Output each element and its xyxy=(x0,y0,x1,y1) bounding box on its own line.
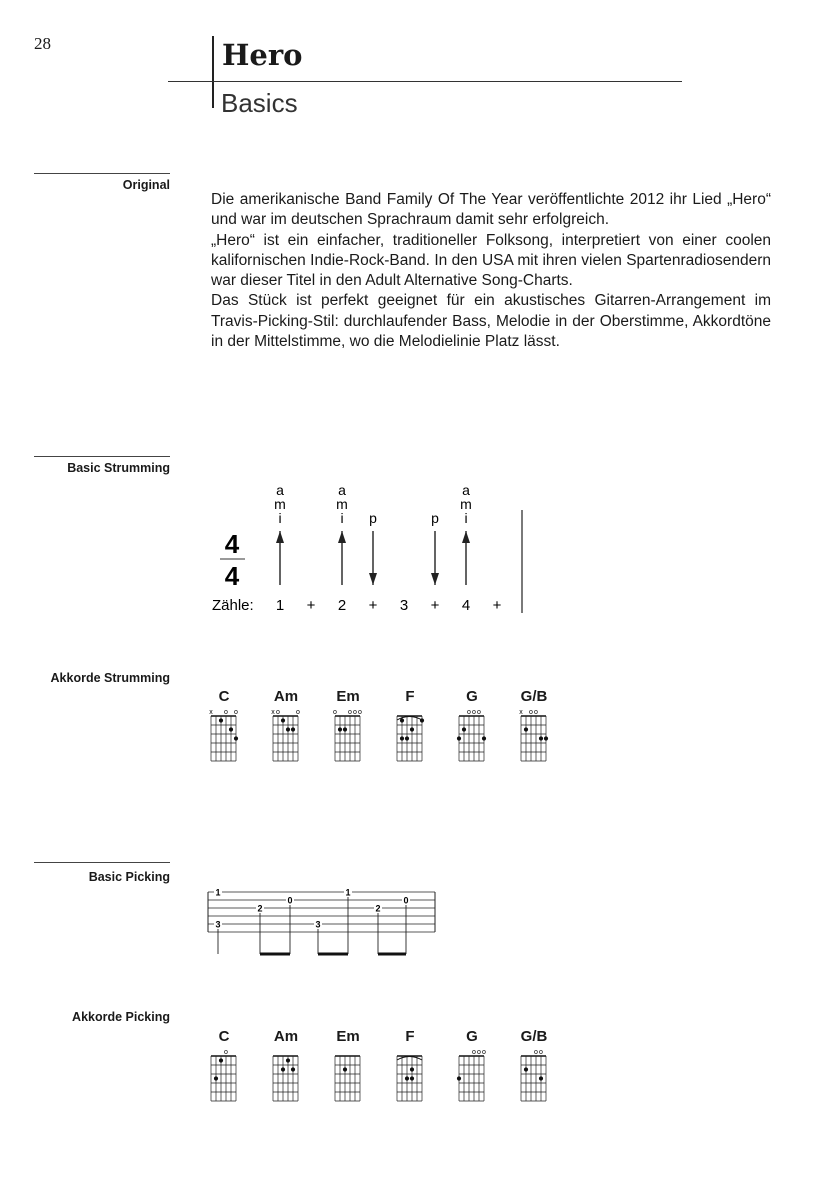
chord-name: Am xyxy=(273,1028,299,1045)
finger-dot xyxy=(281,1067,285,1071)
tab-fret-number: 1 xyxy=(345,887,351,898)
open-string-marker: o xyxy=(348,709,352,716)
chord-grid xyxy=(518,1046,554,1104)
title-vertical-rule xyxy=(212,36,214,108)
chord-name: G xyxy=(466,1028,478,1045)
tab-fret-number: 2 xyxy=(375,903,381,914)
finger-label: p xyxy=(431,510,439,526)
title-horizontal-rule xyxy=(168,81,682,82)
tab-fret-number: 2 xyxy=(257,903,263,914)
chord-diagram xyxy=(456,688,496,764)
count-mark: 3 xyxy=(399,597,409,614)
section-rule-picking xyxy=(34,862,170,863)
finger-dot xyxy=(539,1076,543,1080)
finger-dot xyxy=(400,718,404,722)
count-mark: 2 xyxy=(337,597,347,614)
chord-grid xyxy=(456,1046,492,1104)
open-string-marker: o xyxy=(534,1049,538,1056)
count-mark: 1 xyxy=(275,597,285,614)
open-string-marker: o xyxy=(276,709,280,716)
chord-name: F xyxy=(405,688,415,705)
open-string-marker: o xyxy=(234,709,238,716)
arrow-head-down xyxy=(369,573,377,585)
arrow-head-down xyxy=(431,573,439,585)
chord-diagram xyxy=(332,1028,372,1104)
chord-diagram xyxy=(394,688,434,764)
count-label: Zähle: xyxy=(212,597,254,614)
arrow-head-up xyxy=(276,531,284,543)
chord-grid xyxy=(394,1046,430,1104)
finger-dot xyxy=(405,736,409,740)
strum-strokes xyxy=(274,482,472,585)
picking-tab xyxy=(200,884,445,964)
chord-grid xyxy=(332,1046,368,1104)
muted-string-marker: x xyxy=(271,709,275,716)
chord-diagram xyxy=(208,688,248,764)
intro-paragraph: „Hero“ ist ein einfacher, traditioneller Folksong, interpretiert von einer coolen kalifornischen Indie-Rock-Band. In den USA mit ihren vielen Spartenradiosendern war dieser Titel in den Adult Alternative Song-Charts. xyxy=(211,231,771,290)
count-mark: + xyxy=(492,597,502,614)
barre-arc xyxy=(397,1057,422,1061)
finger-dot xyxy=(214,1076,218,1080)
finger-dot xyxy=(291,1067,295,1071)
finger-dot xyxy=(539,736,543,740)
chord-diagram xyxy=(456,1028,496,1104)
finger-label: m xyxy=(274,496,286,512)
open-string-marker: o xyxy=(472,709,476,716)
tab-fret-number: 0 xyxy=(403,895,409,906)
chord-diagram xyxy=(518,1028,558,1104)
page-title: Hero xyxy=(222,38,303,72)
finger-label: i xyxy=(464,510,468,526)
time-signature-top: 4 xyxy=(224,529,240,559)
chord-diagram xyxy=(208,1028,248,1104)
chord-name: Em xyxy=(336,1028,360,1045)
chord-diagram xyxy=(518,688,558,764)
finger-dot xyxy=(405,1076,409,1080)
chord-name: G xyxy=(466,688,478,705)
finger-label: i xyxy=(278,510,282,526)
finger-label: m xyxy=(336,496,348,512)
finger-dot xyxy=(343,1067,347,1071)
page-subtitle: Basics xyxy=(221,88,298,118)
arrow-head-up xyxy=(462,531,470,543)
muted-string-marker: x xyxy=(519,709,523,716)
finger-dot xyxy=(524,727,528,731)
section-label-akkorde-picking: Akkorde Picking xyxy=(72,1010,170,1024)
strum-stroke-down xyxy=(431,510,439,585)
chord-name: Am xyxy=(273,688,299,705)
count-row xyxy=(276,597,502,614)
strumming-pattern xyxy=(200,475,540,625)
muted-string-marker: x xyxy=(209,709,213,716)
finger-dot xyxy=(400,736,404,740)
chord-diagram xyxy=(394,1028,434,1104)
finger-label: a xyxy=(462,482,470,498)
finger-dot xyxy=(420,718,424,722)
section-label-original: Original xyxy=(122,178,170,192)
strum-stroke-up xyxy=(274,482,286,585)
strum-stroke-up xyxy=(460,482,472,585)
open-string-marker: o xyxy=(467,709,471,716)
finger-label: i xyxy=(340,510,344,526)
chord-grid xyxy=(208,1046,244,1104)
chord-diagrams-picking xyxy=(200,1028,560,1108)
finger-dot xyxy=(286,1058,290,1062)
open-string-marker: o xyxy=(529,709,533,716)
open-string-marker: o xyxy=(472,1049,476,1056)
finger-label: a xyxy=(276,482,284,498)
chord-name: G/B xyxy=(520,688,548,705)
tab-fret-number: 0 xyxy=(287,895,293,906)
open-string-marker: o xyxy=(224,1049,228,1056)
finger-dot xyxy=(234,736,238,740)
finger-dot xyxy=(457,736,461,740)
finger-dot xyxy=(219,1058,223,1062)
open-string-marker: o xyxy=(333,709,337,716)
finger-dot xyxy=(410,1067,414,1071)
chord-diagram xyxy=(332,688,372,764)
open-string-marker: o xyxy=(477,709,481,716)
chord-diagram xyxy=(270,1028,310,1104)
finger-label: p xyxy=(369,510,377,526)
strum-stroke-up xyxy=(336,482,348,585)
open-string-marker: o xyxy=(477,1049,481,1056)
open-string-marker: o xyxy=(358,709,362,716)
finger-dot xyxy=(229,727,233,731)
finger-dot xyxy=(544,736,548,740)
intro-paragraph: Das Stück ist perfekt geeignet für ein akustisches Gitarren-Arrangement im Travis-Picking-Stil: durchlaufender Bass, Melodie in der Oberstimme, Akkordtöne in der Mittelstimme, wo die Melodielinie Platz lässt. xyxy=(211,292,771,351)
chord-name: F xyxy=(405,1028,415,1045)
finger-dot xyxy=(291,727,295,731)
chord-grid xyxy=(456,706,492,764)
finger-dot xyxy=(410,1076,414,1080)
finger-dot xyxy=(343,727,347,731)
open-string-marker: o xyxy=(296,709,300,716)
finger-dot xyxy=(462,727,466,731)
finger-dot xyxy=(219,718,223,722)
finger-label: a xyxy=(338,482,346,498)
page-number: 28 xyxy=(34,34,51,53)
chord-grid xyxy=(518,706,554,764)
chord-name: C xyxy=(218,1028,230,1045)
finger-dot xyxy=(281,718,285,722)
open-string-marker: o xyxy=(534,709,538,716)
section-label-basic-strumming: Basic Strumming xyxy=(67,461,170,475)
section-label-akkorde-strumming: Akkorde Strumming xyxy=(50,671,170,685)
strum-stroke-down xyxy=(369,510,377,585)
chord-grid xyxy=(394,706,430,764)
count-mark: + xyxy=(306,597,316,614)
section-label-basic-picking: Basic Picking xyxy=(88,870,170,884)
intro-paragraph: Die amerikanische Band Family Of The Year veröffentlichte 2012 ihr Lied „Hero“ und war im deutschen Sprachraum damit sehr erfolgreich. xyxy=(211,191,771,229)
finger-dot xyxy=(338,727,342,731)
chord-diagrams-strumming xyxy=(200,688,560,768)
chord-name: G/B xyxy=(520,1028,548,1045)
intro-text xyxy=(211,190,771,352)
chord-grid xyxy=(270,1046,306,1104)
tab-fret-number: 3 xyxy=(215,919,221,930)
finger-dot xyxy=(524,1067,528,1071)
count-mark: 4 xyxy=(461,597,471,614)
section-rule-strumming xyxy=(34,456,170,457)
chord-grid xyxy=(332,706,368,764)
chord-name: C xyxy=(218,688,230,705)
tab-fret-number: 3 xyxy=(315,919,321,930)
chord-grid xyxy=(270,706,306,764)
finger-dot xyxy=(457,1076,461,1080)
tab-fret-number: 1 xyxy=(215,887,221,898)
time-signature-bottom: 4 xyxy=(224,561,240,591)
finger-dot xyxy=(286,727,290,731)
finger-dot xyxy=(410,727,414,731)
open-string-marker: o xyxy=(482,1049,486,1056)
chord-diagram xyxy=(270,688,310,764)
finger-dot xyxy=(482,736,486,740)
finger-label: m xyxy=(460,496,472,512)
chord-grid xyxy=(208,706,244,764)
open-string-marker: o xyxy=(224,709,228,716)
open-string-marker: o xyxy=(353,709,357,716)
chord-name: Em xyxy=(336,688,360,705)
count-mark: + xyxy=(430,597,440,614)
count-mark: + xyxy=(368,597,378,614)
section-rule-original xyxy=(34,173,170,174)
arrow-head-up xyxy=(338,531,346,543)
open-string-marker: o xyxy=(539,1049,543,1056)
